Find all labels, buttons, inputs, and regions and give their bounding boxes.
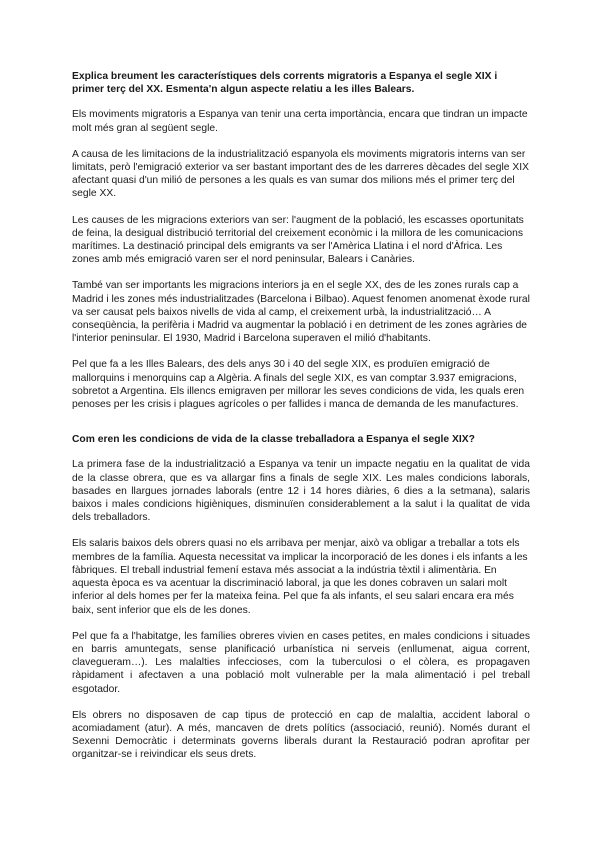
question-heading-1: Explica breument les característiques dels corrents migratoris a Espanya el segle XIX i primer terç del XX. Esmenta'n algun aspecte relatiu a les illes Balears. — [72, 71, 498, 96]
paragraph: Pel que fa a les Illes Balears, des dels anys 30 i 40 del segle XIX, es produïen emigració de mallorquins i menorquins cap a Algèria. A finals del segle XIX, es van comptar 3.937 emigracions, sobretot a Argentina. Els illencs emigraven per millorar les seves condicions de vida, les quals eren penoses per les crisis i plagues agrícoles o per fallides i manca de demanda de les manufactures. — [72, 359, 525, 411]
question-heading-2: Com eren les condicions de vida de la classe treballadora a Espanya el segle XIX? — [72, 434, 475, 446]
paragraph: Els moviments migratoris a Espanya van tenir una certa importància, encara que tindran un impacte molt més gran al següent segle. — [72, 109, 528, 134]
paragraph: La primera fase de la industrialització a Espanya va tenir un impacte negatiu en la qualitat de vida de la classe obrera, que es va allargar fins a finals de segle XIX. Les males condicions laborals, basades en llargues jornades laborals (entre 12 i 14 hores diàries, 6 dies a la setmana), salaris baixos i males condicions higièniques, disminuïen considerablement a la salut i la qualitat de vida dels treballadors. — [72, 459, 530, 524]
paragraph: Els obrers no disposaven de cap tipus de protecció en cap de malaltia, accident laboral o acomiadament (atur). A més, mancaven de drets polítics (associació, reunió). Només durant el Sexenni Democràtic i determinats governs liberals durant la Restauració podran aprofitar per organitzar-se i reivindicar els seus drets. — [72, 709, 530, 761]
paragraph: Les causes de les migracions exteriors van ser: l'augment de la població, les escasses oportunitats de feina, la desigual distribució territorial del creixement econòmic i la millora de les comunicacions marítimes. La destinació principal dels emigrants va ser l'Amèrica Llatina i el nord d'Àfrica. Les zones amb més emigració varen ser el nord peninsular, Balears i Canàries. — [72, 214, 524, 266]
paragraph: També van ser importants les migracions interiors ja en el segle XX, des de les zones rurals cap a Madrid i les zones més industrialitzades (Barcelona i Bilbao). Aquest fenomen anomenat èxode rural va ser causat pels baixos nivells de vida al camp, el creixement urbà, la industrialització… A conseqüència, la perifèria i Madrid va augmentar la població i en detriment de les zones agràries de l'interior peninsular. El 1930, Madrid i Barcelona superaven el milió d'habitants. — [72, 280, 530, 345]
paragraph: Pel que fa a l'habitatge, les famílies obreres vivien en cases petites, en males condicions i situades en barris amuntegats, sense planificació urbanística ni serveis (enllumenat, aigua corrent, clavegueram…). Les malalties infeccioses, com la tuberculosi o el còlera, es propagaven ràpidament i afectaven a una població molt vulnerable per la mala alimentació i pel treball esgotador. — [72, 630, 530, 695]
paragraph: A causa de les limitacions de la industrialització espanyola els moviments migratoris interns van ser limitats, però l'emigració exterior va ser bastant important des de les darreres dècades del segle XIX afectant quasi d'un milió de persones a les quals es van sumar dos milions més el primer terç del segle XX. — [72, 148, 529, 200]
paragraph: Els salaris baixos dels obrers quasi no els arribava per menjar, això va obligar a treballar a tots els membres de la família. Aquesta necessitat va implicar la incorporació de les dones i els infants a les fàbriques. El treball industrial femení estava més associat a la indústria tèxtil i alimentària. En aquesta època es va acentuar la discriminació laboral, ja que les dones cobraven un salari molt inferior al dels homes per fer la mateixa feina. Pel que fa als infants, el seu salari encara era més baix, sent inferior que els de les dones. — [72, 538, 528, 616]
